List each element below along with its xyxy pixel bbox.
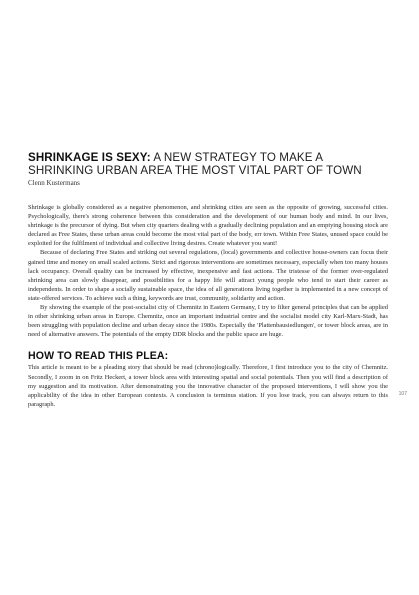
article [28,152,388,409]
article-title-lead: SHRINKAGE IS SEXY: [28,151,151,164]
body-paragraph-3: By showing the example of the post-socialist city of Chemnitz in Eastern Germany, I try to filter general principles that can be applied in other shrinking urban areas in Europe. Chemnitz, once an important industrial centre and the socialist model city Karl-Marx-Stadt, has been struggling with population decline and urban decay since the 1980s. Especially the 'Plattenbausiedlungen', or tower block areas, are in need of alternative answers. The potentials of the empty DDR blocks and the public space are huge. [28,304,388,339]
article-title-rest: A NEW STRATEGY TO MAKE A SHRINKING URBAN AREA THE MOST VITAL PART OF TOWN [28,151,362,177]
reading-guide-paragraph: This article is meant to be a pleading story that should be read (chrono)logically. Therefore, I first introduce you to the city of Chemnitz. Secondly, I zoom in on Fritz Heckert, a tower block area with interesting spatial and social potentials. Then you will find a description of my suggestion and its motivation. After demonstrating you the innovative character of the proposed interventions, I will show you the applicability of the idea in other European contexts. A conclusion is terminus station. If you lose track, you can always return to this paragraph. [28,364,388,408]
reading-guide [28,363,388,408]
article-title [28,152,388,177]
body-paragraph-1: Shrinkage is globally considered as a negative phenomenon, and shrinking cities are seen as the opposite of growing, successful cities. Psychologically, there's strong coherence between this consideration and the development of our human body and mind. In our lives, shrinkage is the precursor of dying. But when city quarters dealing with a gradually declining population and an emptying housing stock are declared as Free States, these urban areas could become the most vital part of the body, err town. Within Free States, unused space could be exploited for the fulfilment of individual and collective living desires. Create whatever you want! [28,204,388,248]
article-author: Clenn Kustermans [28,179,80,187]
page-number: 107 [398,391,407,397]
section-heading: HOW TO READ THIS PLEA: [28,350,169,363]
body-paragraph-2: Because of declaring Free States and striking out several regulations, (local) governments and collective house-owners can focus their gained time and money on small scaled actions. Strict and rigorous interventions are sometimes necessary, especially when too many houses lack occupancy. Overall quality can be increased by effective, inexpensive and fast actions. The tristesse of the former over-regulated shrinking area can slowly disappear, and possibilities for a happy life will attract young people who tend to start their career as independents. In order to shape a socially sustainable space, the idea of all generations living together is implemented in a new concept of state-offered services. To achieve such a thing, keywords are trust, community, solidarity and action. [28,249,388,302]
article-body [28,203,388,339]
